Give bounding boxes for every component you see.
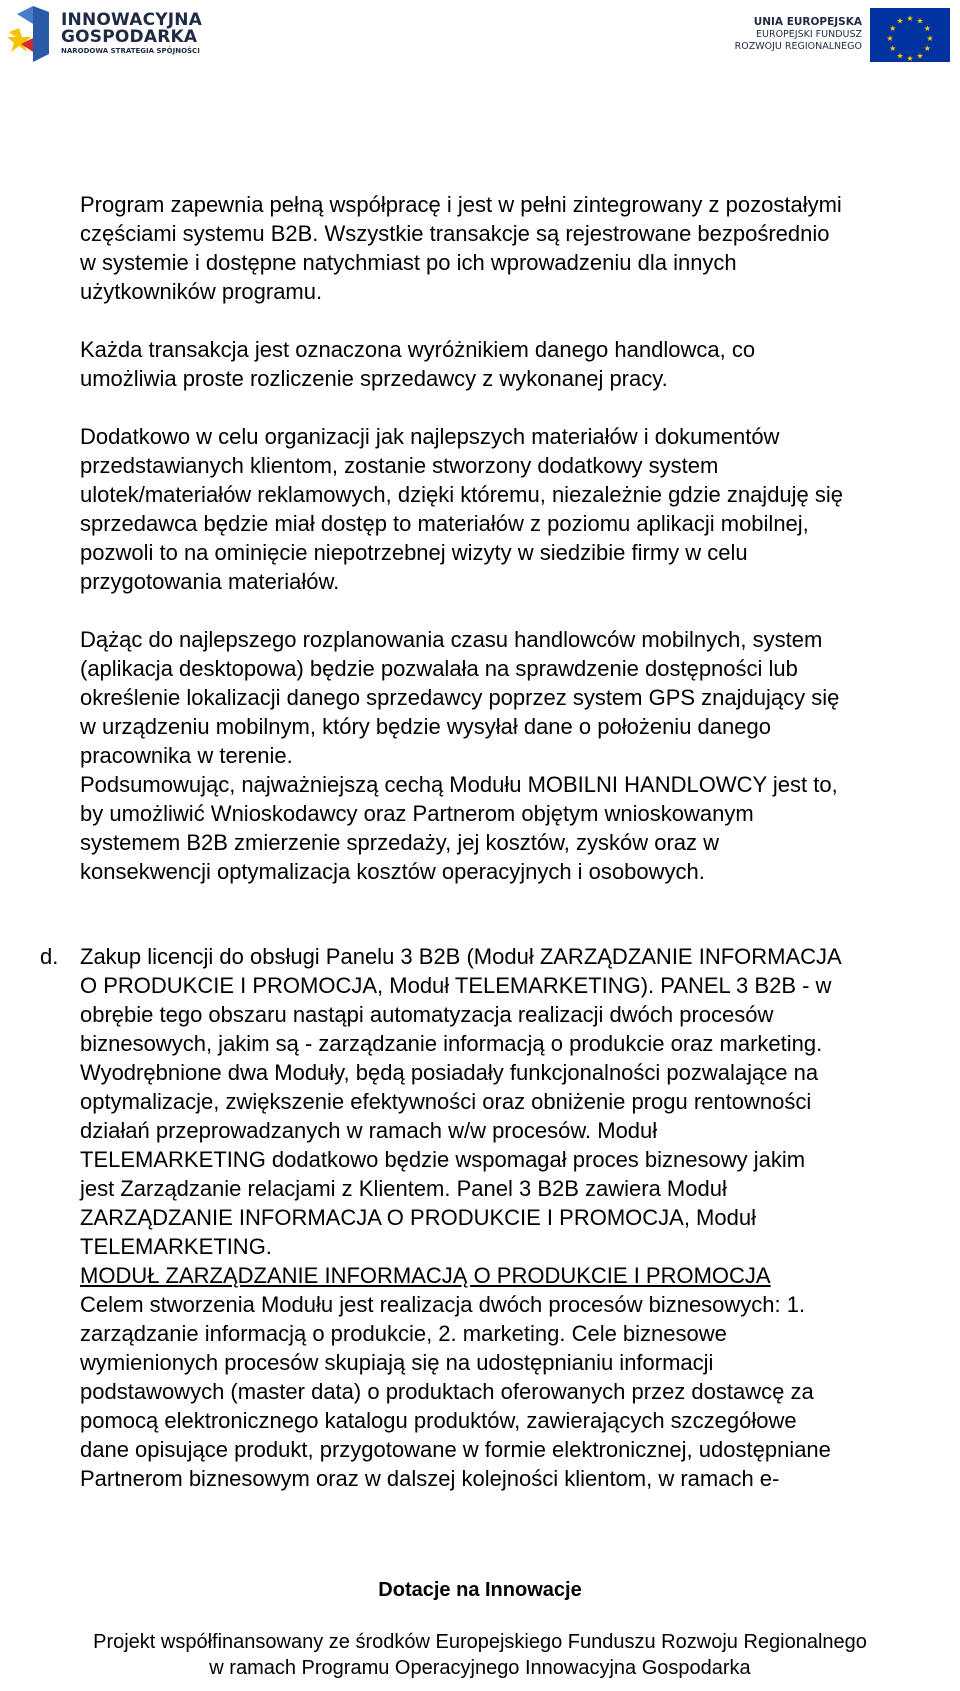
list-marker: d. xyxy=(40,944,59,969)
text-line: konsekwencji optymalizacja kosztów operacyjnych i osobowych. xyxy=(80,859,705,884)
text-line: Program zapewnia pełną współpracę i jest w pełni zintegrowany z pozostałymi xyxy=(80,192,842,217)
text-line: dane opisujące produkt, przygotowane w formie elektronicznej, udostępniane xyxy=(80,1437,831,1462)
svg-text:★: ★ xyxy=(889,44,897,53)
text-line: zarządzanie informacją o produkcie, 2. marketing. Cele biznesowe xyxy=(80,1321,727,1346)
svg-text:★: ★ xyxy=(896,16,904,26)
text-line: Wyodrębnione dwa Moduły, będą posiadały funkcjonalności pozwalające na xyxy=(80,1060,819,1085)
paragraph-gps xyxy=(80,625,960,770)
text-line: pomocą elektronicznego katalogu produktów, zawierających szczegółowe xyxy=(80,1408,797,1433)
text-line: działań przeprowadzanych w ramach w/w procesów. Moduł xyxy=(80,1118,658,1143)
svg-text:★: ★ xyxy=(916,16,924,26)
text-line: umożliwia proste rozliczenie sprzedawcy z wykonanej pracy. xyxy=(80,366,668,391)
text-line: Każda transakcja jest oznaczona wyróżnikiem danego handlowca, co xyxy=(80,337,756,362)
text-line: podstawowych (master data) o produktach oferowanych przez dostawcę za xyxy=(80,1379,814,1404)
text-line: biznesowych, jakim są - zarządzanie informacją o produkcie oraz marketing. xyxy=(80,1031,823,1056)
innowacyjna-gospodarka-emblem-icon xyxy=(7,4,57,64)
text-line: sprzedawca będzie miał dostęp to materiałów z poziomu aplikacji mobilnej, xyxy=(80,511,809,536)
text-line: TELEMARKETING. xyxy=(80,1234,272,1259)
logo-line-1: INNOWACYJNA xyxy=(61,10,203,30)
eu-line-1: UNIA EUROPEJSKA xyxy=(753,16,862,28)
text-line: Dążąc do najlepszego rozplanowania czasu handlowców mobilnych, system xyxy=(80,627,823,652)
svg-text:★: ★ xyxy=(916,51,924,61)
text-line: pracownika w terenie. xyxy=(80,743,293,768)
text-line: (aplikacja desktopowa) będzie pozwalała na sprawdzenie dostępności lub xyxy=(80,656,798,681)
paragraph-integration xyxy=(80,190,960,306)
footer-funding-line-1: Projekt współfinansowany ze środków Europejskiego Funduszu Rozwoju Regionalnego xyxy=(93,1631,867,1653)
paragraph-marketing-materials xyxy=(80,422,960,596)
logo-line-3: NARODOWA STRATEGIA SPÓJNOŚCI xyxy=(61,47,200,55)
text-line: systemem B2B zmierzenie sprzedaży, jej kosztów, zysków oraz w xyxy=(80,830,720,855)
footer-title: Dotacje na Innowacje xyxy=(378,1579,582,1601)
text-line: częściami systemu B2B. Wszystkie transakcje są rejestrowane bezpośrednio xyxy=(80,221,830,246)
text-line: Podsumowując, najważniejszą cechą Modułu MOBILNI HANDLOWCY jest to, xyxy=(80,772,838,797)
innowacyjna-gospodarka-logo xyxy=(7,4,207,68)
text-line: obrębie tego obszaru nastąpi automatyzacja realizacji dwóch procesów xyxy=(80,1002,774,1027)
text-line: optymalizacje, zwiększenie efektywności oraz obniżenie progu rentowności xyxy=(80,1089,812,1114)
text-line: w systemie i dostępne natychmiast po ich wprowadzeniu dla innych xyxy=(80,250,737,275)
paragraph-transaction-marker xyxy=(80,335,960,393)
text-line: w urządzeniu mobilnym, który będzie wysyłał dane o położeniu danego xyxy=(80,714,771,739)
text-line: Dodatkowo w celu organizacji jak najlepszych materiałów i dokumentów xyxy=(80,424,780,449)
text-line: Zakup licencji do obsługi Panelu 3 B2B (Moduł ZARZĄDZANIE INFORMACJA xyxy=(80,944,842,969)
svg-text:★: ★ xyxy=(906,14,914,23)
svg-text:★: ★ xyxy=(923,44,931,53)
paragraph-summary xyxy=(80,770,960,886)
section-heading: MODUŁ ZARZĄDZANIE INFORMACJĄ O PRODUKCIE I PROMOCJA xyxy=(80,1263,771,1288)
eu-wordmark xyxy=(735,16,862,53)
page-header xyxy=(0,0,960,75)
text-line: O PRODUKCIE I PROMOCJA, Moduł TELEMARKETING). PANEL 3 B2B - w xyxy=(80,973,832,998)
svg-text:★: ★ xyxy=(926,34,934,43)
text-line: pozwoli to na ominięcie niepotrzebnej wizyty w siedzibie firmy w celu xyxy=(80,540,748,565)
eu-logo xyxy=(690,6,950,66)
text-line: ulotek/materiałów reklamowych, dzięki któremu, niezależnie gdzie znajduję się xyxy=(80,482,844,507)
eu-line-2: EUROPEJSKI FUNDUSZ xyxy=(756,29,862,40)
text-line: ZARZĄDZANIE INFORMACJA O PRODUKCIE I PROMOCJA, Moduł xyxy=(80,1205,756,1230)
svg-text:★: ★ xyxy=(889,24,897,33)
eu-flag-icon xyxy=(870,8,950,62)
text-line: określenie lokalizacji danego sprzedawcy poprzez system GPS znajdujący się xyxy=(80,685,840,710)
document-body xyxy=(80,190,960,886)
svg-text:★: ★ xyxy=(906,54,914,62)
innowacyjna-gospodarka-wordmark xyxy=(61,12,202,56)
svg-text:★: ★ xyxy=(886,34,894,43)
logo-line-2: GOSPODARKA xyxy=(61,27,198,47)
text-line: TELEMARKETING dodatkowo będzie wspomagał proces biznesowy jakim xyxy=(80,1147,806,1172)
list-item-body xyxy=(80,942,842,1493)
text-line: przygotowania materiałów. xyxy=(80,569,340,594)
svg-text:★: ★ xyxy=(896,51,904,61)
footer-funding-line-2: w ramach Programu Operacyjnego Innowacyjna Gospodarka xyxy=(209,1657,751,1679)
text-line: jest Zarządzanie relacjami z Klientem. Panel 3 B2B zawiera Moduł xyxy=(80,1176,727,1201)
eu-line-3: ROZWOJU REGIONALNEGO xyxy=(734,41,862,52)
text-line: by umożliwić Wnioskodawcy oraz Partnerom objętym wnioskowanym xyxy=(80,801,754,826)
text-line: Partnerom biznesowym oraz w dalszej kolejności klientom, w ramach e- xyxy=(80,1466,780,1491)
text-line: użytkowników programu. xyxy=(80,279,323,304)
svg-text:★: ★ xyxy=(923,24,931,33)
text-line: wymienionych procesów skupiają się na udostępnianiu informacji xyxy=(80,1350,714,1375)
text-line: przedstawianych klientom, zostanie stworzony dodatkowy system xyxy=(80,453,719,478)
text-line: Celem stworzenia Modułu jest realizacja dwóch procesów biznesowych: 1. xyxy=(80,1292,806,1317)
